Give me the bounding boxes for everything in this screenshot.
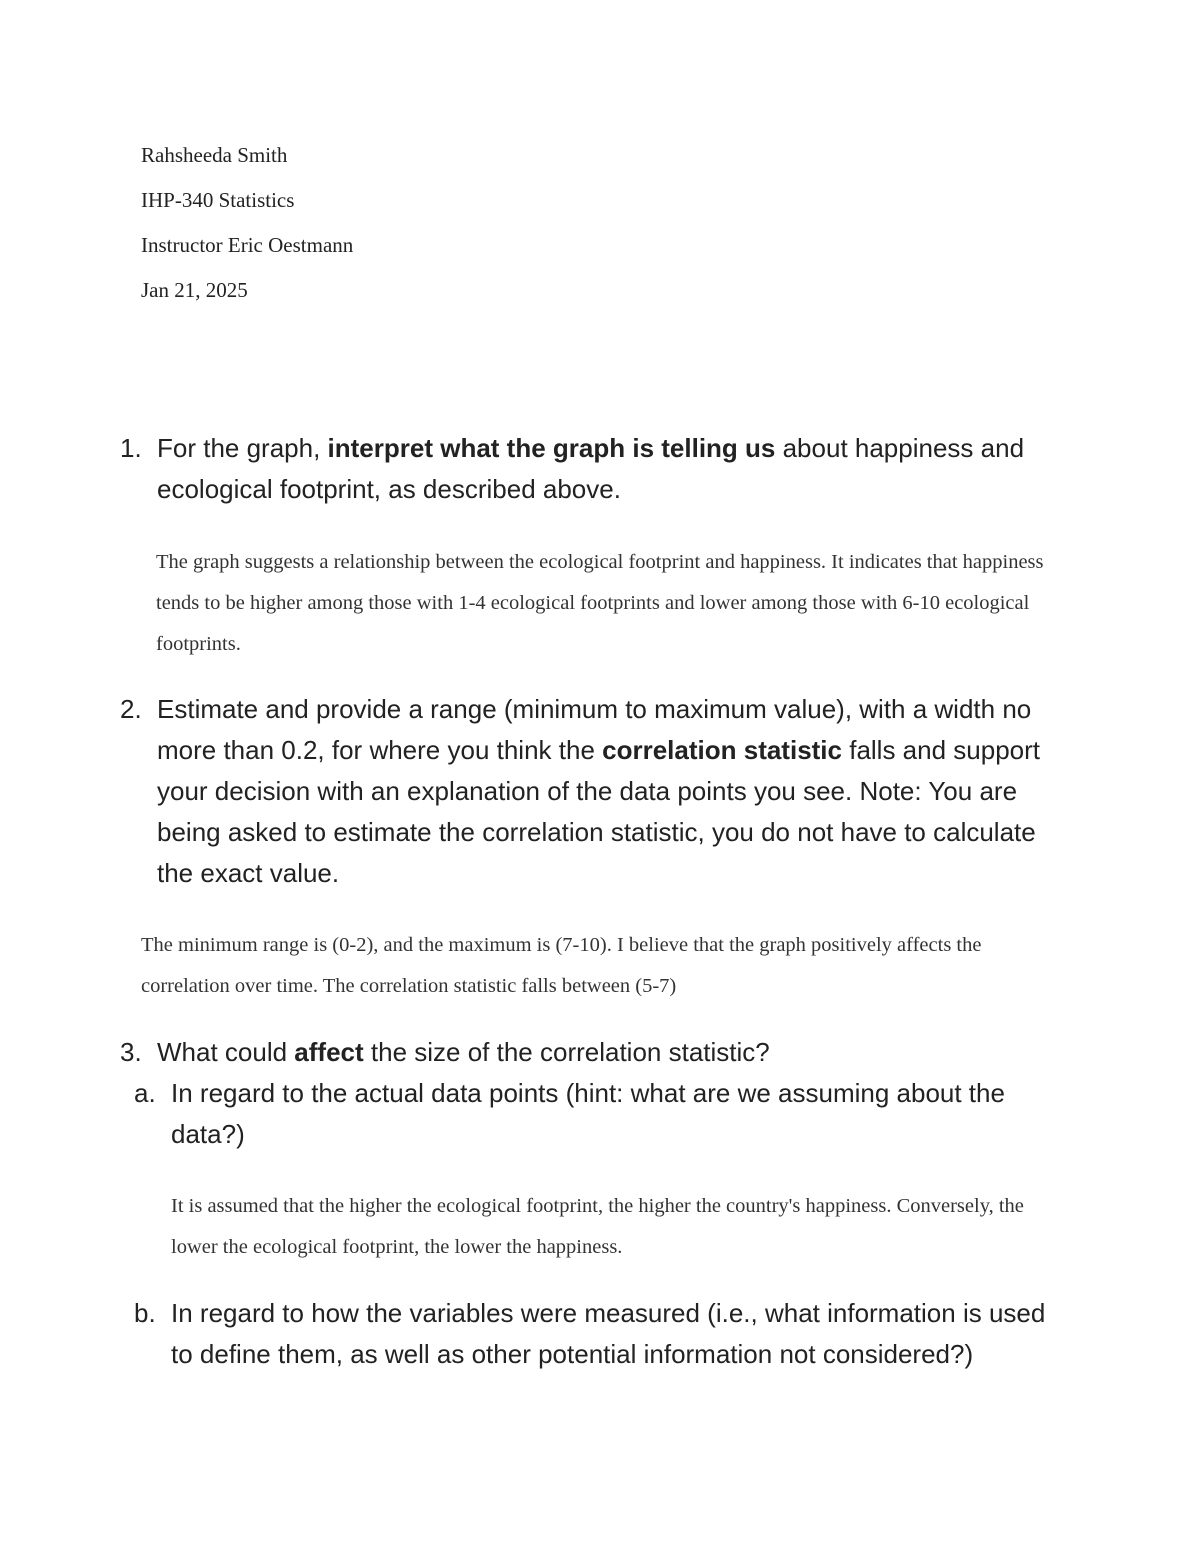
question-2: [120, 689, 1077, 894]
question-3b: [134, 1293, 1071, 1375]
question-3-text-end: the size of the correlation statistic?: [363, 1037, 770, 1067]
question-3a-text: In regard to the actual data points (hint: what are we assuming about the data?): [171, 1078, 1005, 1149]
course-name: IHP-340 Statistics: [141, 188, 295, 212]
question-3: [120, 1032, 1077, 1073]
question-3-emphasis: affect: [294, 1037, 364, 1067]
question-2-text-end: falls and support your decision with an explanation of the data points you see. Note: You are being asked to estimate the correlation statistic, you do not have to calculate the exact value.: [157, 735, 1041, 888]
question-3a-label: a.: [134, 1078, 156, 1108]
question-1-number: 1.: [120, 433, 142, 463]
answer-3a: It is assumed that the higher the ecological footprint, the higher the country's happiness. Conversely, the lower the ecological footprint, the lower the happiness.: [171, 1195, 1024, 1258]
question-3-number: 3.: [120, 1037, 142, 1067]
question-1-text-start: For the graph,: [157, 433, 328, 463]
question-3a: [134, 1073, 1071, 1155]
question-1: [120, 428, 1077, 510]
answer-2: The minimum range is (0-2), and the maximum is (7-10). I believe that the graph positively affects the correlation over time. The correlation statistic falls between (5-7): [141, 934, 982, 997]
question-2-text-start: Estimate and provide a range (minimum to maximum value), with a width no more than 0.2, for where you think the: [157, 694, 1032, 765]
answer-1: The graph suggests a relationship between the ecological footprint and happiness. It indicates that happiness tends to be higher among those with 1-4 ecological footprints and lower among those with 6-10 ecological footprints.: [156, 551, 1044, 655]
question-2-number: 2.: [120, 694, 142, 724]
submission-date: Jan 21, 2025: [141, 278, 248, 302]
question-2-emphasis: correlation statistic: [602, 735, 842, 765]
question-1-emphasis: interpret what the graph is telling us: [327, 433, 776, 463]
instructor-name: Instructor Eric Oestmann: [141, 233, 354, 257]
question-1-text-end: about happiness and ecological footprint, as described above.: [157, 433, 1025, 504]
question-3-text-start: What could: [157, 1037, 295, 1067]
question-3b-label: b.: [134, 1298, 156, 1328]
student-name: Rahsheeda Smith: [141, 143, 288, 167]
question-3b-text: In regard to how the variables were measured (i.e., what information is used to define them, as well as other potential information not considered?): [171, 1298, 1046, 1369]
